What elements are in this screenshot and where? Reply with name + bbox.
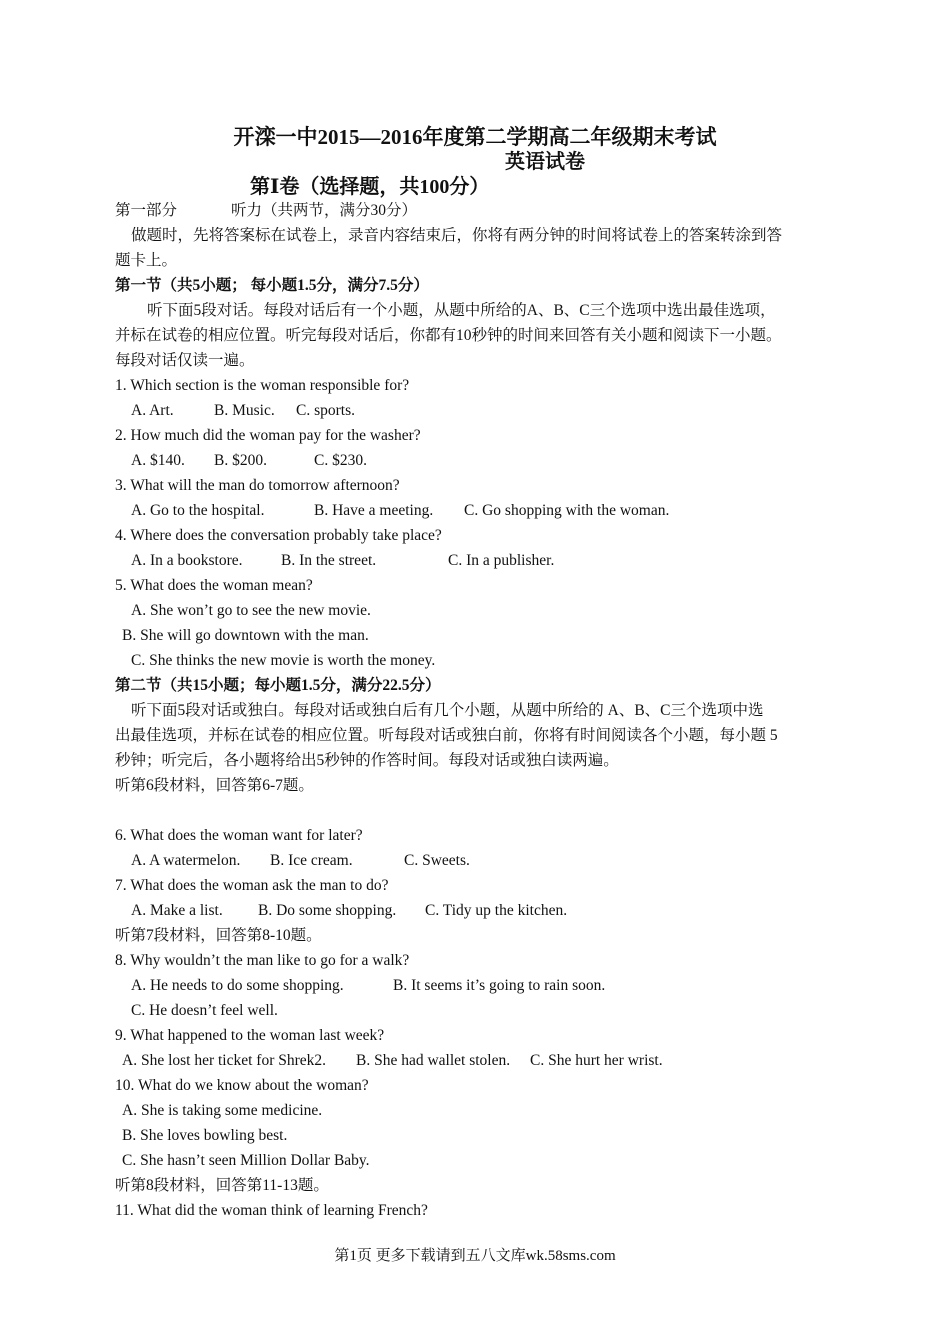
material-note: 听第8段材料，回答第11-13题。 <box>115 1177 329 1194</box>
option-a: A. Art. <box>131 402 174 419</box>
option-a: A. $140. <box>131 452 185 469</box>
option-c: C. $230. <box>314 452 367 469</box>
section-instruction: 听下面5段对话或独白。每段对话或独白后有几个小题，从题中所给的 A、B、C三个选项中选 <box>131 702 764 719</box>
question-stem: 5. What does the woman mean? <box>115 577 313 594</box>
section-instruction: 每段对话仅读一遍。 <box>115 352 255 369</box>
material-note: 听第6段材料，回答第6-7题。 <box>115 777 314 794</box>
option-b: B. She had wallet stolen. <box>356 1052 511 1069</box>
option-c: C. sports. <box>296 402 355 419</box>
volume-heading: 第Ⅰ卷（选择题，共100分） <box>250 176 490 198</box>
section-heading: 第二节（共15小题；每小题1.5分，满分22.5分） <box>115 677 441 694</box>
question-stem: 1. Which section is the woman responsible for? <box>115 377 410 394</box>
question-stem: 6. What does the woman want for later? <box>115 827 363 844</box>
option-b: B. She loves bowling best. <box>122 1127 288 1144</box>
option-a: A. In a bookstore. <box>131 552 243 569</box>
option-b: B. It seems it’s going to rain soon. <box>393 977 606 994</box>
option-c: C. She hasn’t seen Million Dollar Baby. <box>122 1152 370 1169</box>
question-stem: 4. Where does the conversation probably take place? <box>115 527 442 544</box>
option-b: B. In the street. <box>281 552 377 569</box>
option-a: A. She won’t go to see the new movie. <box>131 602 371 619</box>
question-stem: 11. What did the woman think of learning French? <box>115 1202 428 1219</box>
question-stem: 7. What does the woman ask the man to do? <box>115 877 389 894</box>
option-c: C. He doesn’t feel well. <box>131 1002 278 1019</box>
section-instruction: 并标在试卷的相应位置。听完每段对话后，你都有10秒钟的时间来回答有关小题和阅读下一小题。 <box>115 327 782 344</box>
section-instruction: 出最佳选项，并标在试卷的相应位置。听每段对话或独白前，你将有时间阅读各个小题，每小题 5 <box>115 727 778 744</box>
option-b: B. Ice cream. <box>270 852 353 869</box>
question-stem: 3. What will the man do tomorrow afternoon? <box>115 477 400 494</box>
option-a: A. She lost her ticket for Shrek2. <box>122 1052 327 1069</box>
option-b: B. She will go downtown with the man. <box>122 627 369 644</box>
option-a: A. She is taking some medicine. <box>122 1102 323 1119</box>
option-a: A. Make a list. <box>131 902 223 919</box>
option-a: A. He needs to do some shopping. <box>131 977 344 994</box>
option-b: B. $200. <box>214 452 267 469</box>
exam-subtitle: 英语试卷 <box>505 151 585 173</box>
part-instruction: 题卡上。 <box>115 252 178 269</box>
option-b: B. Do some shopping. <box>258 902 397 919</box>
section-instruction: 听下面5段对话。每段对话后有一个小题，从题中所给的A、B、C三个选项中选出最佳选项， <box>147 302 776 319</box>
question-stem: 10. What do we know about the woman? <box>115 1077 369 1094</box>
page-footer: 第1页 更多下载请到五八文库wk.58sms.com <box>334 1248 616 1264</box>
question-stem: 2. How much did the woman pay for the washer? <box>115 427 421 444</box>
option-c: C. She thinks the new movie is worth the money. <box>131 652 436 669</box>
question-stem: 9. What happened to the woman last week? <box>115 1027 385 1044</box>
option-a: A. Go to the hospital. <box>131 502 265 519</box>
option-c: C. Tidy up the kitchen. <box>425 902 568 919</box>
option-c: C. In a publisher. <box>448 552 555 569</box>
option-c: C. She hurt her wrist. <box>530 1052 663 1069</box>
section-instruction: 秒钟；听完后，各小题将给出5秒钟的作答时间。每段对话或独白读两遍。 <box>115 752 619 769</box>
exam-title: 开滦一中2015—2016年度第二学期高二年级期末考试 <box>233 125 717 149</box>
question-stem: 8. Why wouldn’t the man like to go for a walk? <box>115 952 410 969</box>
option-b: B. Music. <box>214 402 275 419</box>
part-label: 第一部分 <box>115 202 178 219</box>
option-c: C. Go shopping with the woman. <box>464 502 670 519</box>
option-a: A. A watermelon. <box>131 852 241 869</box>
section-heading: 第一节（共5小题； 每小题1.5分，满分7.5分） <box>115 277 429 294</box>
option-c: C. Sweets. <box>404 852 470 869</box>
part-name: 听力（共两节，满分30分） <box>231 202 418 219</box>
part-instruction: 做题时，先将答案标在试卷上，录音内容结束后，你将有两分钟的时间将试卷上的答案转涂到答 <box>131 227 783 244</box>
material-note: 听第7段材料，回答第8-10题。 <box>115 927 322 944</box>
option-b: B. Have a meeting. <box>314 502 434 519</box>
